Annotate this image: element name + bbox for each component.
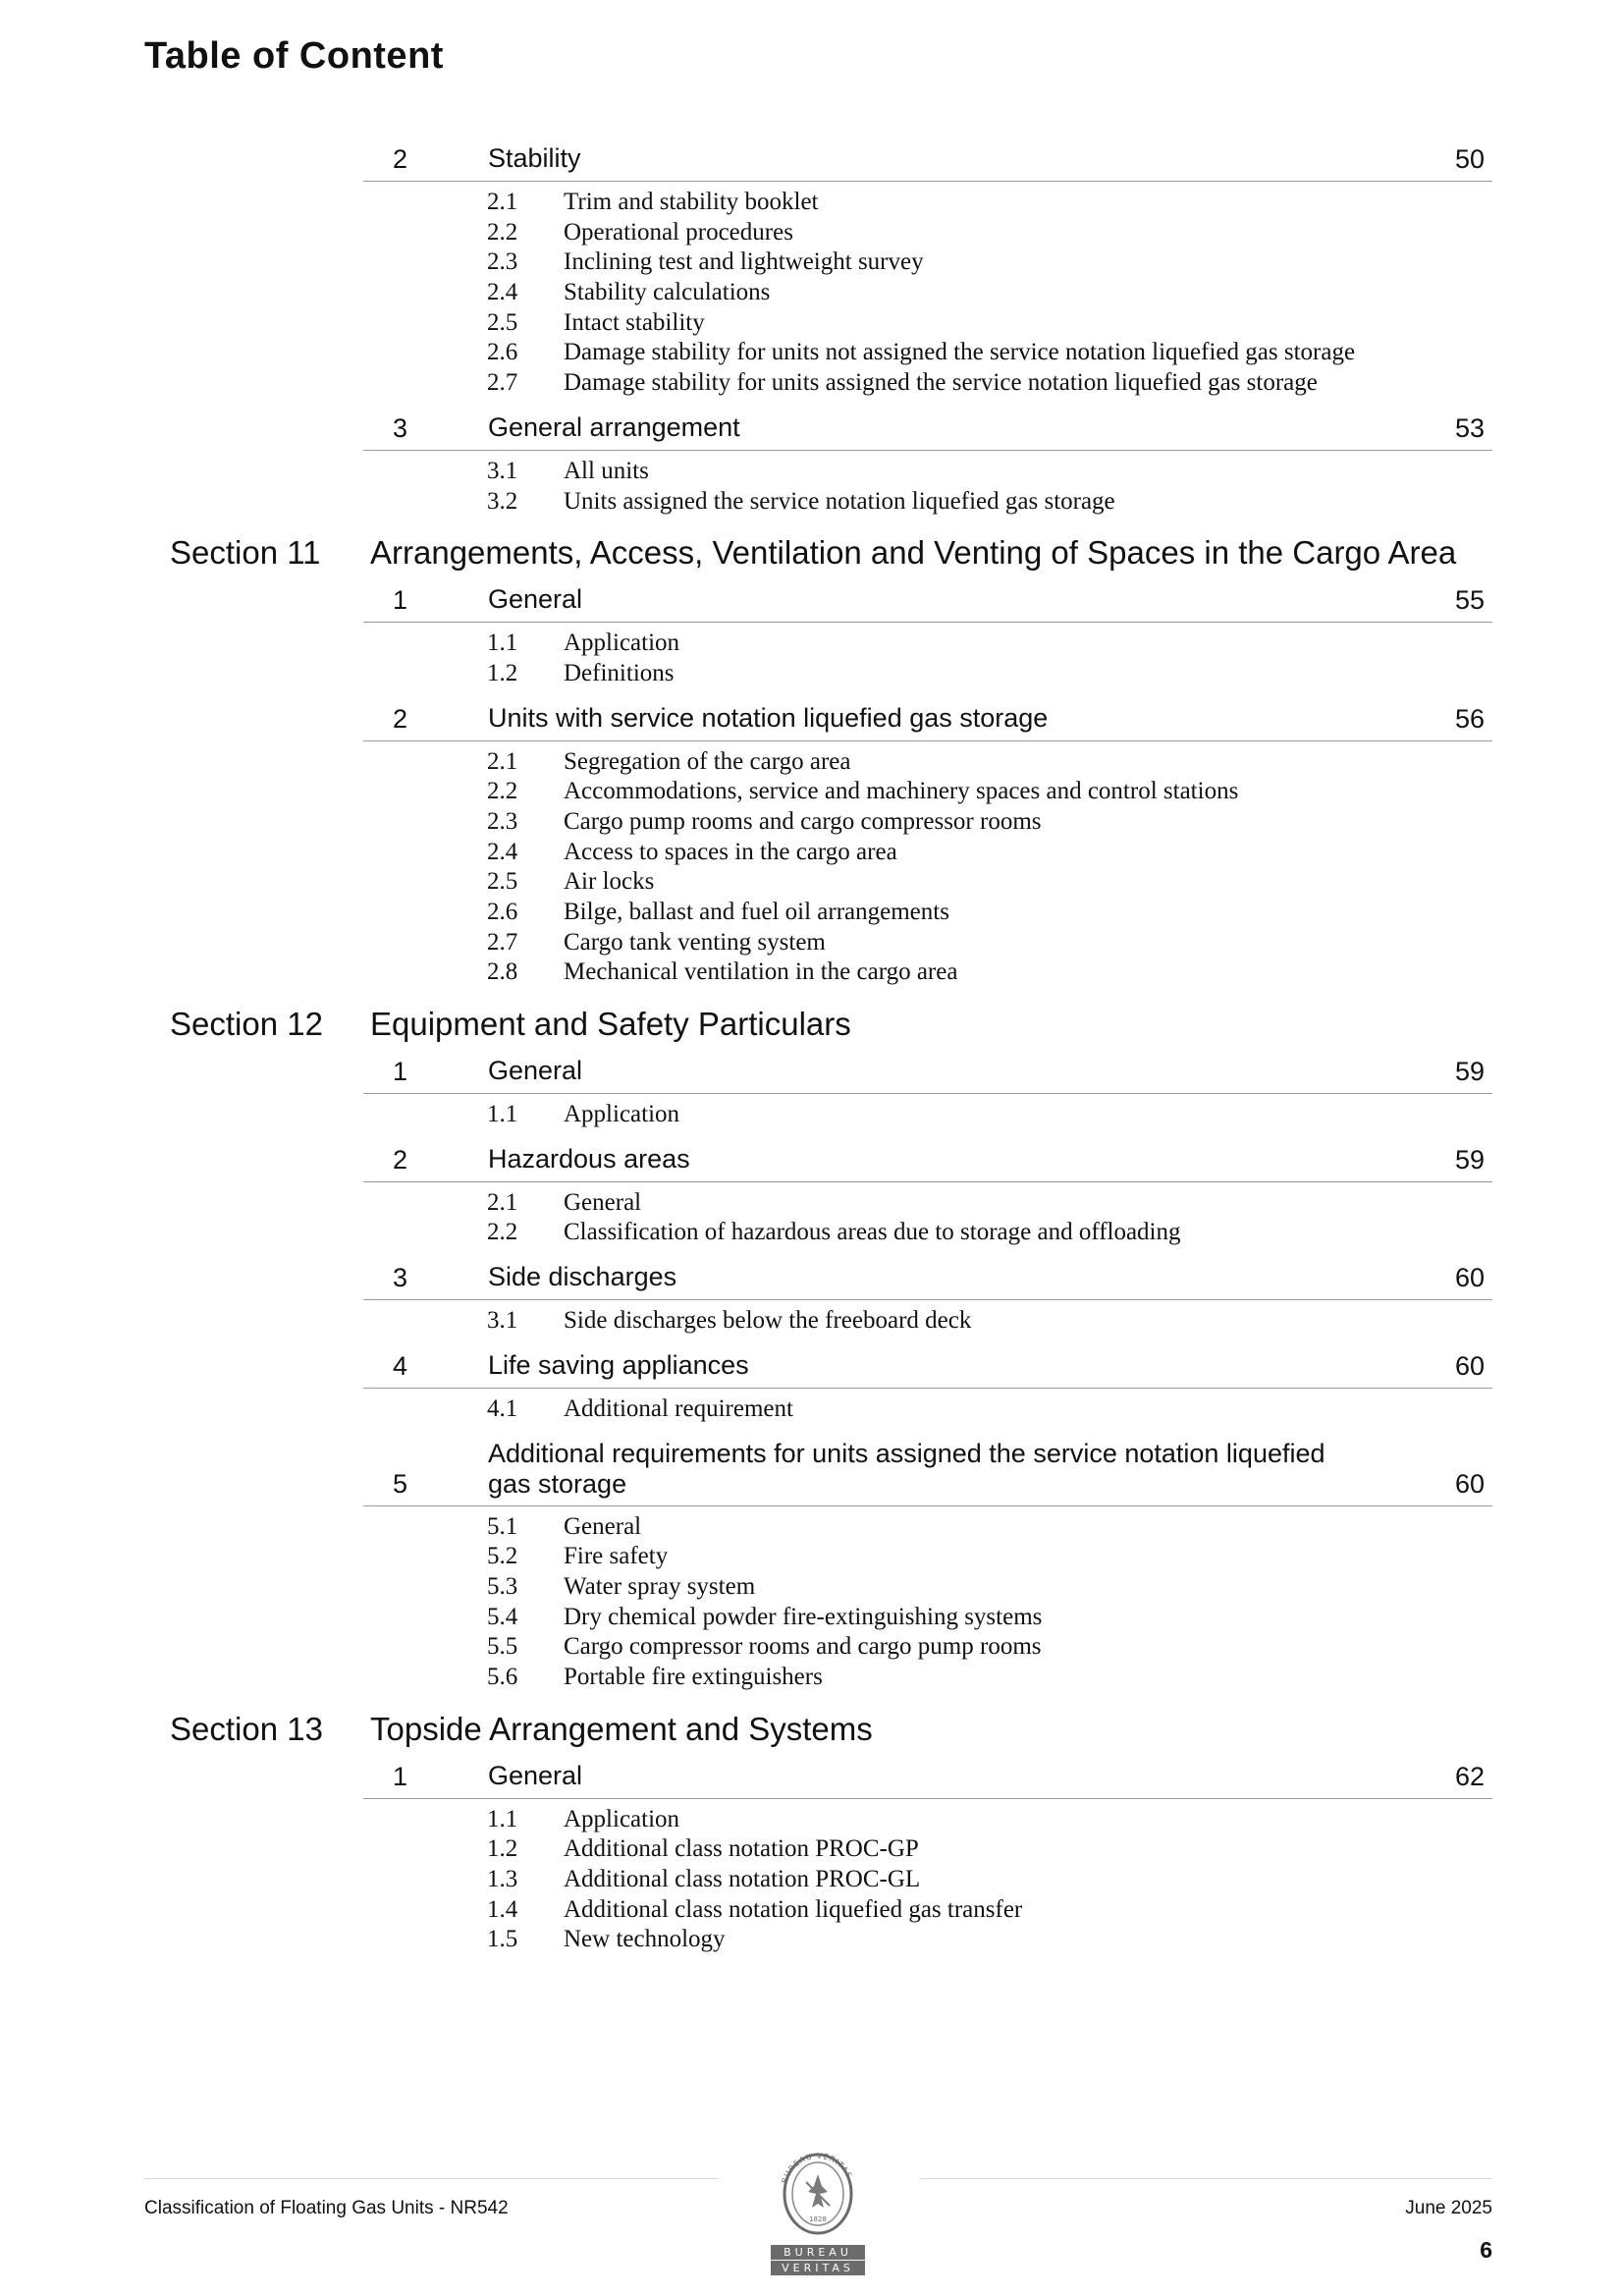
- chapter-title: Stability: [488, 143, 581, 173]
- toc-section: [0, 137, 1622, 517]
- subsection-item: [0, 1512, 1622, 1543]
- subsection-number: 5.3: [487, 1572, 518, 1600]
- subsection-item: [0, 898, 1622, 928]
- subsection-number: 1.1: [487, 1805, 518, 1832]
- subsection-number: 1.2: [487, 659, 518, 686]
- subsection-number: 2.5: [487, 868, 518, 896]
- subsection-item: [0, 1100, 1622, 1130]
- subsection-title: Segregation of the cargo area: [564, 747, 851, 775]
- subsection-title: Side discharges below the freeboard deck: [564, 1307, 972, 1335]
- subsection-title: Additional requirement: [564, 1394, 793, 1422]
- subsection-list: [0, 1805, 1622, 1955]
- chapter-row: [363, 578, 1492, 623]
- bureau-veritas-logo: [769, 2147, 867, 2274]
- subsection-number: 2.1: [487, 1188, 518, 1216]
- subsection-title: Accommodations, service and machinery spaces and control stations: [564, 778, 1239, 805]
- chapter-row: [363, 1138, 1492, 1182]
- subsection-title: Damage stability for units not assigned the service notation liquefied gas storage: [564, 339, 1356, 366]
- section-heading: [0, 1711, 1622, 1747]
- chapter-row: [363, 1433, 1492, 1506]
- chapter-row: [363, 1256, 1492, 1300]
- subsection-number: 2.4: [487, 279, 518, 306]
- subsection-list: [0, 1100, 1622, 1130]
- chapter-number: 5: [393, 1468, 408, 1499]
- chapter-page-number: 60: [1454, 1350, 1485, 1381]
- subsection-item: [0, 1632, 1622, 1663]
- subsection-item: [0, 218, 1622, 248]
- subsection-number: 2.5: [487, 308, 518, 336]
- subsection-title: Cargo pump rooms and cargo compressor rooms: [564, 807, 1042, 835]
- subsection-number: 5.2: [487, 1543, 518, 1570]
- subsection-title: Units assigned the service notation liquefied gas storage: [564, 487, 1115, 515]
- footer-divider-left: [144, 2178, 719, 2179]
- subsection-item: [0, 928, 1622, 958]
- section-heading: [0, 534, 1622, 571]
- section-label: Section 13: [170, 1710, 323, 1747]
- subsection-number: 1.2: [487, 1835, 518, 1863]
- table-of-contents: [0, 137, 1622, 1957]
- chapter-row: [363, 407, 1492, 451]
- chapter-page-number: 50: [1454, 144, 1485, 174]
- subsection-title: Air locks: [564, 868, 655, 896]
- subsection-number: 5.4: [487, 1603, 518, 1630]
- toc-section: [0, 1006, 1622, 1693]
- chapter-row: [363, 1755, 1492, 1799]
- subsection-number: 2.3: [487, 807, 518, 835]
- subsection-item: [0, 1572, 1622, 1603]
- subsection-title: Trim and stability booklet: [564, 189, 819, 215]
- subsection-list: [0, 629, 1622, 688]
- subsection-number: 5.6: [487, 1663, 518, 1690]
- chapter-number: 4: [393, 1350, 408, 1381]
- subsection-item: [0, 338, 1622, 368]
- subsection-title: Damage stability for units assigned the service notation liquefied gas storage: [564, 369, 1318, 397]
- subsection-title: Cargo compressor rooms and cargo pump rooms: [564, 1633, 1042, 1661]
- chapter-row: [363, 1050, 1492, 1094]
- subsection-title: General: [564, 1512, 642, 1540]
- subsection-number: 5.1: [487, 1512, 518, 1540]
- subsection-number: 2.7: [487, 369, 518, 397]
- subsection-item: [0, 278, 1622, 308]
- chapter-title: Side discharges: [488, 1262, 677, 1292]
- subsection-list: [0, 1512, 1622, 1693]
- chapter-row: [363, 137, 1492, 182]
- subsection-number: 5.5: [487, 1633, 518, 1661]
- chapter-title: General: [488, 584, 583, 615]
- subsection-title: Bilge, ballast and fuel oil arrangements: [564, 899, 949, 925]
- subsection-number: 2.7: [487, 928, 518, 956]
- subsection-title: Additional class notation PROC-GP: [564, 1835, 919, 1863]
- subsection-item: [0, 777, 1622, 807]
- subsection-title: Application: [564, 629, 680, 657]
- subsection-title: Operational procedures: [564, 218, 793, 246]
- subsection-title: Intact stability: [564, 308, 705, 336]
- subsection-number: 3.1: [487, 457, 518, 484]
- logo-word-veritas: VERITAS: [771, 2261, 865, 2275]
- chapter-number: 2: [393, 703, 408, 734]
- subsection-list: [0, 1306, 1622, 1337]
- chapter-title: Units with service notation liquefied gas storage: [488, 702, 1049, 733]
- section-title: Arrangements, Access, Ventilation and Venting of Spaces in the Cargo Area: [370, 534, 1457, 572]
- subsection-title: Portable fire extinguishers: [564, 1663, 823, 1690]
- subsection-title: Mechanical ventilation in the cargo area: [564, 958, 958, 986]
- subsection-number: 1.1: [487, 1101, 518, 1128]
- subsection-item: [0, 368, 1622, 399]
- chapter-page-number: 53: [1454, 412, 1485, 443]
- chapter-page-number: 60: [1454, 1468, 1485, 1499]
- subsection-number: 2.2: [487, 218, 518, 246]
- chapter-page-number: 62: [1454, 1761, 1485, 1791]
- subsection-title: Inclining test and lightweight survey: [564, 248, 924, 276]
- subsection-item: [0, 747, 1622, 778]
- logo-word-bureau: BUREAU: [771, 2245, 865, 2260]
- subsection-number: 1.5: [487, 1926, 518, 1953]
- footer-divider-right: [920, 2178, 1492, 2179]
- subsection-title: Access to spaces in the cargo area: [564, 838, 897, 865]
- subsection-title: New technology: [564, 1926, 726, 1953]
- subsection-item: [0, 867, 1622, 898]
- subsection-item: [0, 957, 1622, 988]
- subsection-item: [0, 1394, 1622, 1425]
- subsection-number: 2.6: [487, 899, 518, 925]
- chapter-number: 1: [393, 1761, 408, 1791]
- subsection-title: Classification of hazardous areas due to storage and offloading: [564, 1219, 1181, 1246]
- subsection-number: 3.2: [487, 487, 518, 515]
- subsection-number: 2.8: [487, 958, 518, 986]
- subsection-item: [0, 1603, 1622, 1633]
- subsection-title: Definitions: [564, 659, 675, 686]
- chapter-row: [363, 697, 1492, 741]
- section-label: Section 11: [170, 534, 321, 572]
- chapter-page-number: 59: [1454, 1144, 1485, 1175]
- subsection-item: [0, 1542, 1622, 1572]
- subsection-number: 1.4: [487, 1895, 518, 1923]
- subsection-list: [0, 188, 1622, 399]
- subsection-item: [0, 247, 1622, 278]
- subsection-item: [0, 659, 1622, 689]
- subsection-item: [0, 188, 1622, 218]
- chapter-number: 1: [393, 1057, 408, 1087]
- footer-date: June 2025: [1405, 2198, 1492, 2218]
- subsection-title: Dry chemical powder fire-extinguishing systems: [564, 1603, 1043, 1630]
- toc-section: [0, 1711, 1622, 1955]
- chapter-title: Additional requirements for units assigned the service notation liquefied gas storage: [488, 1438, 1325, 1499]
- subsection-title: Fire safety: [564, 1543, 669, 1570]
- subsection-item: [0, 1834, 1622, 1865]
- chapter-title: General: [488, 1056, 583, 1086]
- chapter-title: General: [488, 1760, 583, 1790]
- subsection-title: Water spray system: [564, 1572, 756, 1600]
- subsection-number: 4.1: [487, 1394, 518, 1422]
- subsection-number: 1.1: [487, 629, 518, 657]
- subsection-title: Stability calculations: [564, 279, 771, 306]
- subsection-item: [0, 1805, 1622, 1835]
- subsection-item: [0, 1865, 1622, 1895]
- subsection-title: Cargo tank venting system: [564, 928, 826, 956]
- logo-emblem-icon: [769, 2147, 867, 2243]
- subsection-item: [0, 1895, 1622, 1926]
- subsection-item: [0, 308, 1622, 339]
- section-label: Section 12: [170, 1006, 323, 1043]
- subsection-item: [0, 1306, 1622, 1337]
- chapter-title: General arrangement: [488, 411, 740, 442]
- subsection-list: [0, 1188, 1622, 1248]
- logo-ring-text: BUREAU VERITAS: [780, 2151, 854, 2185]
- subsection-item: [0, 1925, 1622, 1955]
- page-title: Table of Content: [144, 35, 444, 77]
- subsection-item: [0, 1663, 1622, 1693]
- subsection-title: Additional class notation liquefied gas transfer: [564, 1895, 1023, 1923]
- chapter-page-number: 59: [1454, 1057, 1485, 1087]
- chapter-row: [363, 1344, 1492, 1389]
- subsection-title: All units: [564, 457, 649, 484]
- chapter-title: Hazardous areas: [488, 1143, 690, 1174]
- chapter-number: 1: [393, 585, 408, 616]
- subsection-list: [0, 457, 1622, 517]
- subsection-title: Application: [564, 1805, 680, 1832]
- subsection-number: 2.3: [487, 248, 518, 276]
- subsection-item: [0, 457, 1622, 487]
- section-title: Topside Arrangement and Systems: [370, 1710, 873, 1747]
- logo-year: 1828: [809, 2215, 827, 2223]
- chapter-number: 2: [393, 144, 408, 174]
- subsection-number: 2.1: [487, 747, 518, 775]
- subsection-item: [0, 629, 1622, 659]
- chapter-number: 3: [393, 1263, 408, 1293]
- subsection-title: Additional class notation PROC-GL: [564, 1866, 921, 1892]
- subsection-item: [0, 807, 1622, 838]
- subsection-number: 2.2: [487, 778, 518, 805]
- subsection-title: Application: [564, 1101, 680, 1128]
- subsection-number: 2.1: [487, 189, 518, 215]
- section-heading: [0, 1006, 1622, 1042]
- subsection-item: [0, 1188, 1622, 1219]
- subsection-list: [0, 1394, 1622, 1425]
- chapter-page-number: 60: [1454, 1263, 1485, 1293]
- subsection-title: General: [564, 1188, 642, 1216]
- chapter-title: Life saving appliances: [488, 1349, 749, 1380]
- subsection-item: [0, 838, 1622, 868]
- subsection-number: 2.2: [487, 1219, 518, 1246]
- footer-document-title: Classification of Floating Gas Units - NR542: [144, 2198, 509, 2218]
- page-number: 6: [1480, 2237, 1492, 2263]
- subsection-number: 1.3: [487, 1866, 518, 1892]
- subsection-number: 3.1: [487, 1307, 518, 1335]
- subsection-item: [0, 487, 1622, 518]
- chapter-page-number: 55: [1454, 585, 1485, 616]
- subsection-number: 2.4: [487, 838, 518, 865]
- subsection-number: 2.6: [487, 339, 518, 366]
- subsection-item: [0, 1218, 1622, 1248]
- chapter-number: 2: [393, 1144, 408, 1175]
- chapter-page-number: 56: [1454, 703, 1485, 734]
- chapter-number: 3: [393, 412, 408, 443]
- subsection-list: [0, 747, 1622, 989]
- section-title: Equipment and Safety Particulars: [370, 1006, 851, 1043]
- toc-section: [0, 534, 1622, 988]
